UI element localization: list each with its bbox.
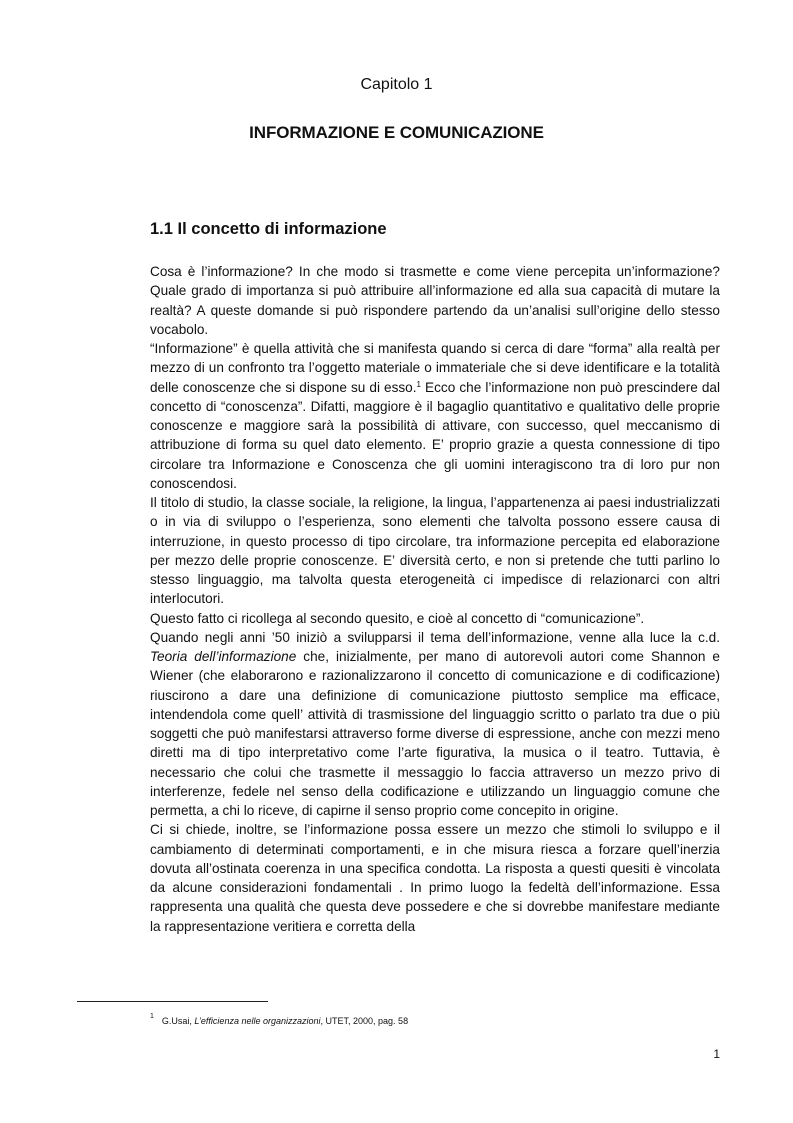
footnote-reference[interactable]: 1 bbox=[416, 379, 421, 389]
chapter-label: Capitolo 1 bbox=[360, 76, 433, 93]
paragraph-2-text-b: Ecco che l’informazione non può prescindere dal concetto di “conoscenza”. Difatti, maggiore è il bagaglio quantitativo e qualitativo delle proprie conoscenze e maggiore sarà la possibilità di attivare, con successo, quel meccanismo di attribuzione di forma su quel dato elemento. E’ proprio grazie a questa connessione di tipo circolare tra Informazione e Conoscenza che gli uomini interagiscono tra di loro pur non conoscendosi. bbox=[150, 379, 720, 491]
footnote-text-a: G.Usai, bbox=[161, 1016, 195, 1026]
footnote bbox=[150, 1013, 408, 1026]
paragraph-2-text-a: “Informazione” è quella attività che si manifesta quando si cerca di dare “forma” alla realtà per mezzo di un confronto tra l’oggetto materiale o immateriale che si deve identificare e la totalità delle conoscenze che si dispone su di esso. bbox=[150, 341, 720, 395]
paragraph-5-text-b: che, inizialmente, per mano di autorevoli autori come Shannon e Wiener (che elaborarono e razionalizzarono il concetto di comunicazione e di codificazione) riuscirono a dare una definizione di comunicazione piuttosto semplice ma efficace, intendendola come quell’ attività di trasmissione del linguaggio scritto o parlato tra due o più soggetti che può manifestarsi attraverso forme diverse di espressione, anche con mezzi meno diretti ma di tipo interpretativo come l’arte figurativa, la musica o il teatro. Tuttavia, è necessario che colui che trasmette il messaggio lo faccia attraverso un mezzo privo di interferenze, fedele nel senso della codificazione e utilizzando un linguaggio comune che permetta, a chi lo riceve, di capirne il senso proprio come concepito in origine. bbox=[150, 649, 720, 818]
paragraph-5 bbox=[150, 628, 720, 821]
paragraph-3: Il titolo di studio, la classe sociale, la religione, la lingua, l’appartenenza ai paesi industrializzati o in via di sviluppo o l’esperienza, sono elementi che talvolta possono essere causa di interruzione, in questo processo di tipo circolare, tra informazione percepita ed elaborazione per mezzo delle proprie conoscenze. E’ diversità certo, e non si pretende che tutti parlino lo stesso linguaggio, ma talvolta questa eterogeneità ci impedisce di relazionarci con altri interlocutori. bbox=[150, 495, 720, 607]
footnote-number: 1 bbox=[150, 1013, 154, 1020]
footnote-separator bbox=[77, 1001, 268, 1002]
footnote-book-title: L’efficienza nelle organizzazioni bbox=[194, 1016, 321, 1026]
paragraph-5-italic: Teoria dell’informazione bbox=[150, 649, 297, 664]
footnote-text-b: , UTET, 2000, pag. 58 bbox=[320, 1016, 409, 1026]
paragraph-6: Ci si chiede, inoltre, se l’informazione possa essere un mezzo che stimoli lo sviluppo e il cambiamento di determinati comportamenti, e in che misura riesca a forzare quell’inerzia dovuta all’ostinata coerenza in una specifica condotta. La risposta a questi quesiti è vincolata da alcune considerazioni fondamentali . In primo luogo la fedeltà dell’informazione. Essa rappresenta una qualità che questa deve possedere e che si dovrebbe manifestare mediante la rappresentazione veritiera e corretta della bbox=[150, 822, 720, 934]
paragraph-4: Questo fatto ci ricollega al secondo quesito, e cioè al concetto di “comunicazione”. bbox=[150, 610, 645, 626]
body-text bbox=[150, 262, 720, 936]
section-heading: 1.1 Il concetto di informazione bbox=[150, 220, 387, 238]
paragraph-2 bbox=[150, 339, 720, 493]
paragraph-5-text-a: Quando negli anni ’50 iniziò a svilupparsi il tema dell’informazione, venne alla luce la c.d. bbox=[150, 629, 720, 645]
chapter-title: INFORMAZIONE E COMUNICAZIONE bbox=[249, 123, 544, 142]
page-number: 1 bbox=[713, 1047, 720, 1061]
paragraph-1: Cosa è l’informazione? In che modo si trasmette e come viene percepita un’informazione? Quale grado di importanza si può attribuire all’informazione ed alla sua capacità di mutare la realtà? A queste domande si può rispondere partendo da un’analisi sull’origine dello stesso vocabolo. bbox=[150, 264, 720, 337]
